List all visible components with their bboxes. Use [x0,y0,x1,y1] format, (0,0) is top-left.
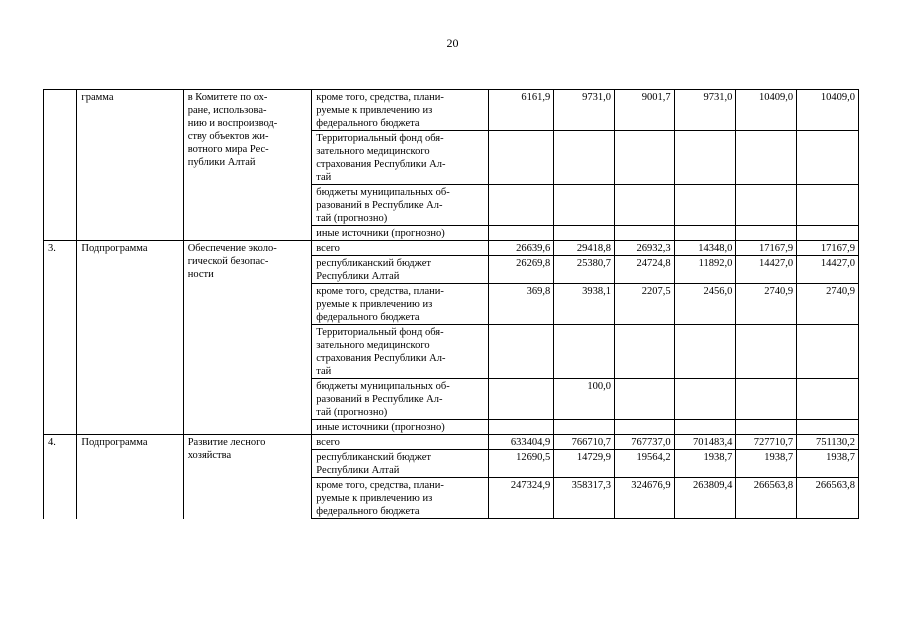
amount-cell: 2740,9 [797,284,859,325]
amount-cell [554,325,615,379]
amount-cell: 1938,7 [797,450,859,478]
amount-cell: 100,0 [554,379,615,420]
funding-source-label: кроме того, средства, плани- руемые к привлечению из федерального бюджета [312,284,489,325]
amount-cell [489,131,554,185]
amount-cell: 14348,0 [674,241,736,256]
amount-cell: 1938,7 [736,450,797,478]
amount-cell: 25380,7 [554,256,615,284]
amount-cell [614,379,674,420]
section-number: 4. [44,435,77,519]
amount-cell [614,226,674,241]
amount-cell: 2740,9 [736,284,797,325]
amount-cell: 26639,6 [489,241,554,256]
table-row [44,90,859,131]
amount-cell: 766710,7 [554,435,615,450]
amount-cell [489,379,554,420]
amount-cell [674,226,736,241]
amount-cell [489,185,554,226]
amount-cell: 26932,3 [614,241,674,256]
amount-cell: 14427,0 [736,256,797,284]
amount-cell: 633404,9 [489,435,554,450]
amount-cell: 247324,9 [489,478,554,519]
section-kind: Подпрограмма [77,241,183,435]
amount-cell: 324676,9 [614,478,674,519]
amount-cell: 9731,0 [554,90,615,131]
funding-source-label: бюджеты муниципальных об- разований в Республике Ал- тай (прогнозно) [312,185,489,226]
funding-source-label: иные источники (прогнозно) [312,226,489,241]
amount-cell [489,226,554,241]
amount-cell: 29418,8 [554,241,615,256]
amount-cell: 10409,0 [797,90,859,131]
section-title: в Комитете по ох- ране, использова- нию и воспроизвод- ству объектов жи- вотного мира Рес- публики Алтай [183,90,312,241]
amount-cell: 2207,5 [614,284,674,325]
funding-source-label: иные источники (прогнозно) [312,420,489,435]
amount-cell: 12690,5 [489,450,554,478]
section-title: Развитие лесного хозяйства [183,435,312,519]
amount-cell [614,325,674,379]
amount-cell [736,379,797,420]
amount-cell [736,325,797,379]
amount-cell [614,420,674,435]
amount-cell: 26269,8 [489,256,554,284]
amount-cell: 17167,9 [797,241,859,256]
amount-cell: 701483,4 [674,435,736,450]
amount-cell [797,379,859,420]
page-number: 20 [446,36,459,50]
amount-cell: 19564,2 [614,450,674,478]
funding-source-label: республиканский бюджет Республики Алтай [312,450,489,478]
section-kind: грамма [77,90,183,241]
funding-source-label: кроме того, средства, плани- руемые к привлечению из федерального бюджета [312,478,489,519]
amount-cell [797,325,859,379]
funding-source-label: всего [312,241,489,256]
amount-cell [554,226,615,241]
table-row [44,435,859,450]
funding-source-label: Территориальный фонд обя- зательного медицинского страхования Республики Ал- тай [312,131,489,185]
funding-source-label: республиканский бюджет Республики Алтай [312,256,489,284]
amount-cell: 14427,0 [797,256,859,284]
amount-cell [797,226,859,241]
amount-cell [736,420,797,435]
amount-cell: 6161,9 [489,90,554,131]
amount-cell [674,325,736,379]
amount-cell: 263809,4 [674,478,736,519]
section-number: 3. [44,241,77,435]
amount-cell: 11892,0 [674,256,736,284]
amount-cell: 1938,7 [674,450,736,478]
amount-cell: 14729,9 [554,450,615,478]
funding-source-label: Территориальный фонд обя- зательного медицинского страхования Республики Ал- тай [312,325,489,379]
amount-cell: 24724,8 [614,256,674,284]
amount-cell [614,131,674,185]
amount-cell [489,325,554,379]
section-kind: Подпрограмма [77,435,183,519]
amount-cell: 358317,3 [554,478,615,519]
amount-cell: 10409,0 [736,90,797,131]
amount-cell [554,131,615,185]
amount-cell [736,185,797,226]
amount-cell: 266563,8 [736,478,797,519]
funding-source-label: бюджеты муниципальных об- разований в Республике Ал- тай (прогнозно) [312,379,489,420]
amount-cell [736,131,797,185]
amount-cell [489,420,554,435]
amount-cell: 3938,1 [554,284,615,325]
amount-cell [674,131,736,185]
amount-cell [797,420,859,435]
budget-table [43,89,859,519]
amount-cell [797,185,859,226]
amount-cell: 9001,7 [614,90,674,131]
section-title: Обеспечение эколо- гической безопас- ности [183,241,312,435]
amount-cell: 9731,0 [674,90,736,131]
funding-source-label: всего [312,435,489,450]
amount-cell [554,185,615,226]
amount-cell: 751130,2 [797,435,859,450]
section-number [44,90,77,241]
amount-cell: 17167,9 [736,241,797,256]
funding-source-label: кроме того, средства, плани- руемые к привлечению из федерального бюджета [312,90,489,131]
amount-cell: 2456,0 [674,284,736,325]
amount-cell [614,185,674,226]
amount-cell: 369,8 [489,284,554,325]
amount-cell [674,420,736,435]
table-row [44,241,859,256]
amount-cell [674,379,736,420]
amount-cell [736,226,797,241]
amount-cell: 266563,8 [797,478,859,519]
amount-cell [674,185,736,226]
amount-cell [797,131,859,185]
amount-cell: 727710,7 [736,435,797,450]
amount-cell: 767737,0 [614,435,674,450]
amount-cell [554,420,615,435]
